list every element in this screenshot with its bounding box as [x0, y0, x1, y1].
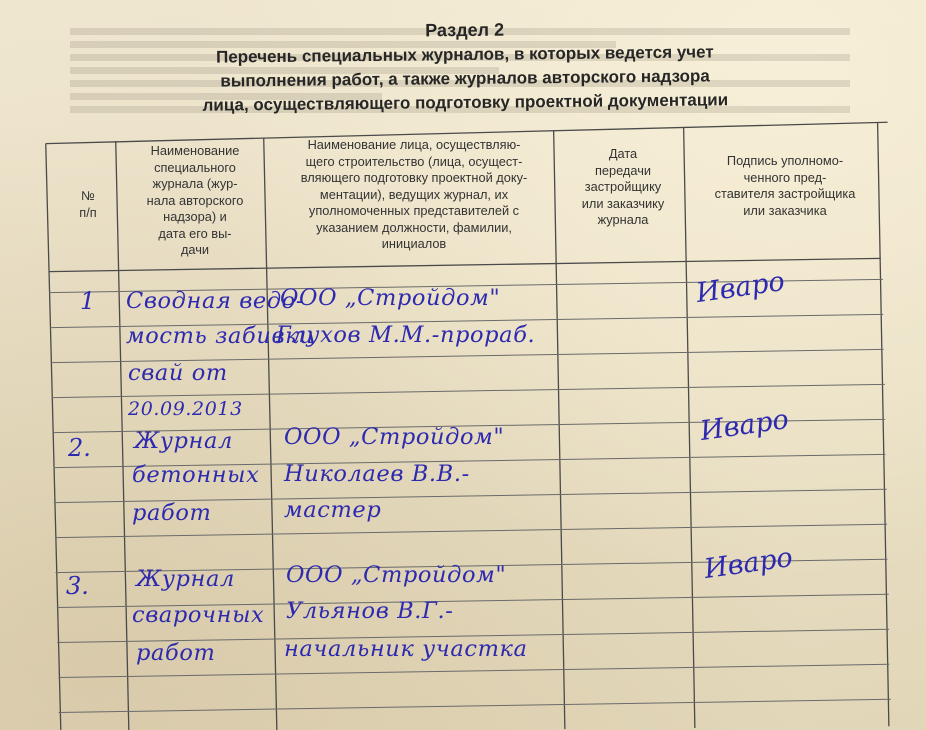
row-3-person-line: ООО „Стройдом": [286, 562, 507, 588]
row-3-signature: Иваро: [702, 541, 795, 586]
header-signature: Подпись уполномо- ченного пред- ставителя застройщика или заказчика: [714, 153, 856, 218]
row-3-journal-line: сварочных: [132, 602, 265, 628]
heading-line-3: лица, осуществляющего подготовку проектной документации: [202, 90, 729, 115]
row-2-journal-line: бетонных: [132, 462, 260, 488]
row-3-journal-line: Журнал: [136, 566, 235, 592]
row-1-number: 1: [80, 287, 96, 315]
row-3-person-line: Ульянов В.Г.-: [286, 598, 454, 624]
row-3-person-line: начальник участка: [284, 636, 528, 662]
row-2-person-line: мастер: [284, 497, 382, 523]
row-2-signature: Иваро: [698, 403, 791, 448]
row-1-journal-line: свай от: [128, 360, 228, 386]
row-2-journal-line: Журнал: [134, 428, 233, 454]
row-2-journal-line: работ: [132, 500, 212, 526]
row-1-signature: Иваро: [694, 265, 787, 310]
heading-line-2: выполнения работ, а также журналов авторского надзора: [220, 66, 710, 91]
row-1-person-line: Глухов М.М.-прораб.: [276, 322, 536, 348]
row-1-journal-line: Сводная ведо-: [126, 288, 305, 314]
row-2-person-line: Николаев В.В.-: [284, 461, 470, 487]
heading-line-1: Перечень специальных журналов, в которых ведется учет: [215, 42, 714, 67]
row-3-number: 3.: [66, 572, 89, 600]
header-responsible-person: Наименование лица, осуществляю- щего строительство (лица, осущест- вляющего подготовку проектной доку- ментации), ведущих журнал, их уполномоченных представителей с указанием должности, фамилии, инициалов: [300, 137, 528, 251]
row-1-person-line: ООО „Стройдом": [280, 285, 501, 311]
row-2-person-line: ООО „Стройдом": [284, 424, 505, 450]
header-journal-name: Наименование специального журнала (жур- нала авторского надзора) и дата его вы- дачи: [146, 143, 244, 257]
row-1-journal-line: мость забивки: [126, 323, 315, 349]
header-number: № п/п: [79, 188, 97, 220]
row-1-journal-line: 20.09.2013: [128, 398, 243, 420]
row-2-number: 2.: [68, 434, 91, 462]
section-title: Раздел 2: [425, 19, 505, 41]
row-3-journal-line: работ: [136, 640, 216, 666]
header-transfer-date: Дата передачи застройщику или заказчику журнала: [581, 146, 665, 227]
